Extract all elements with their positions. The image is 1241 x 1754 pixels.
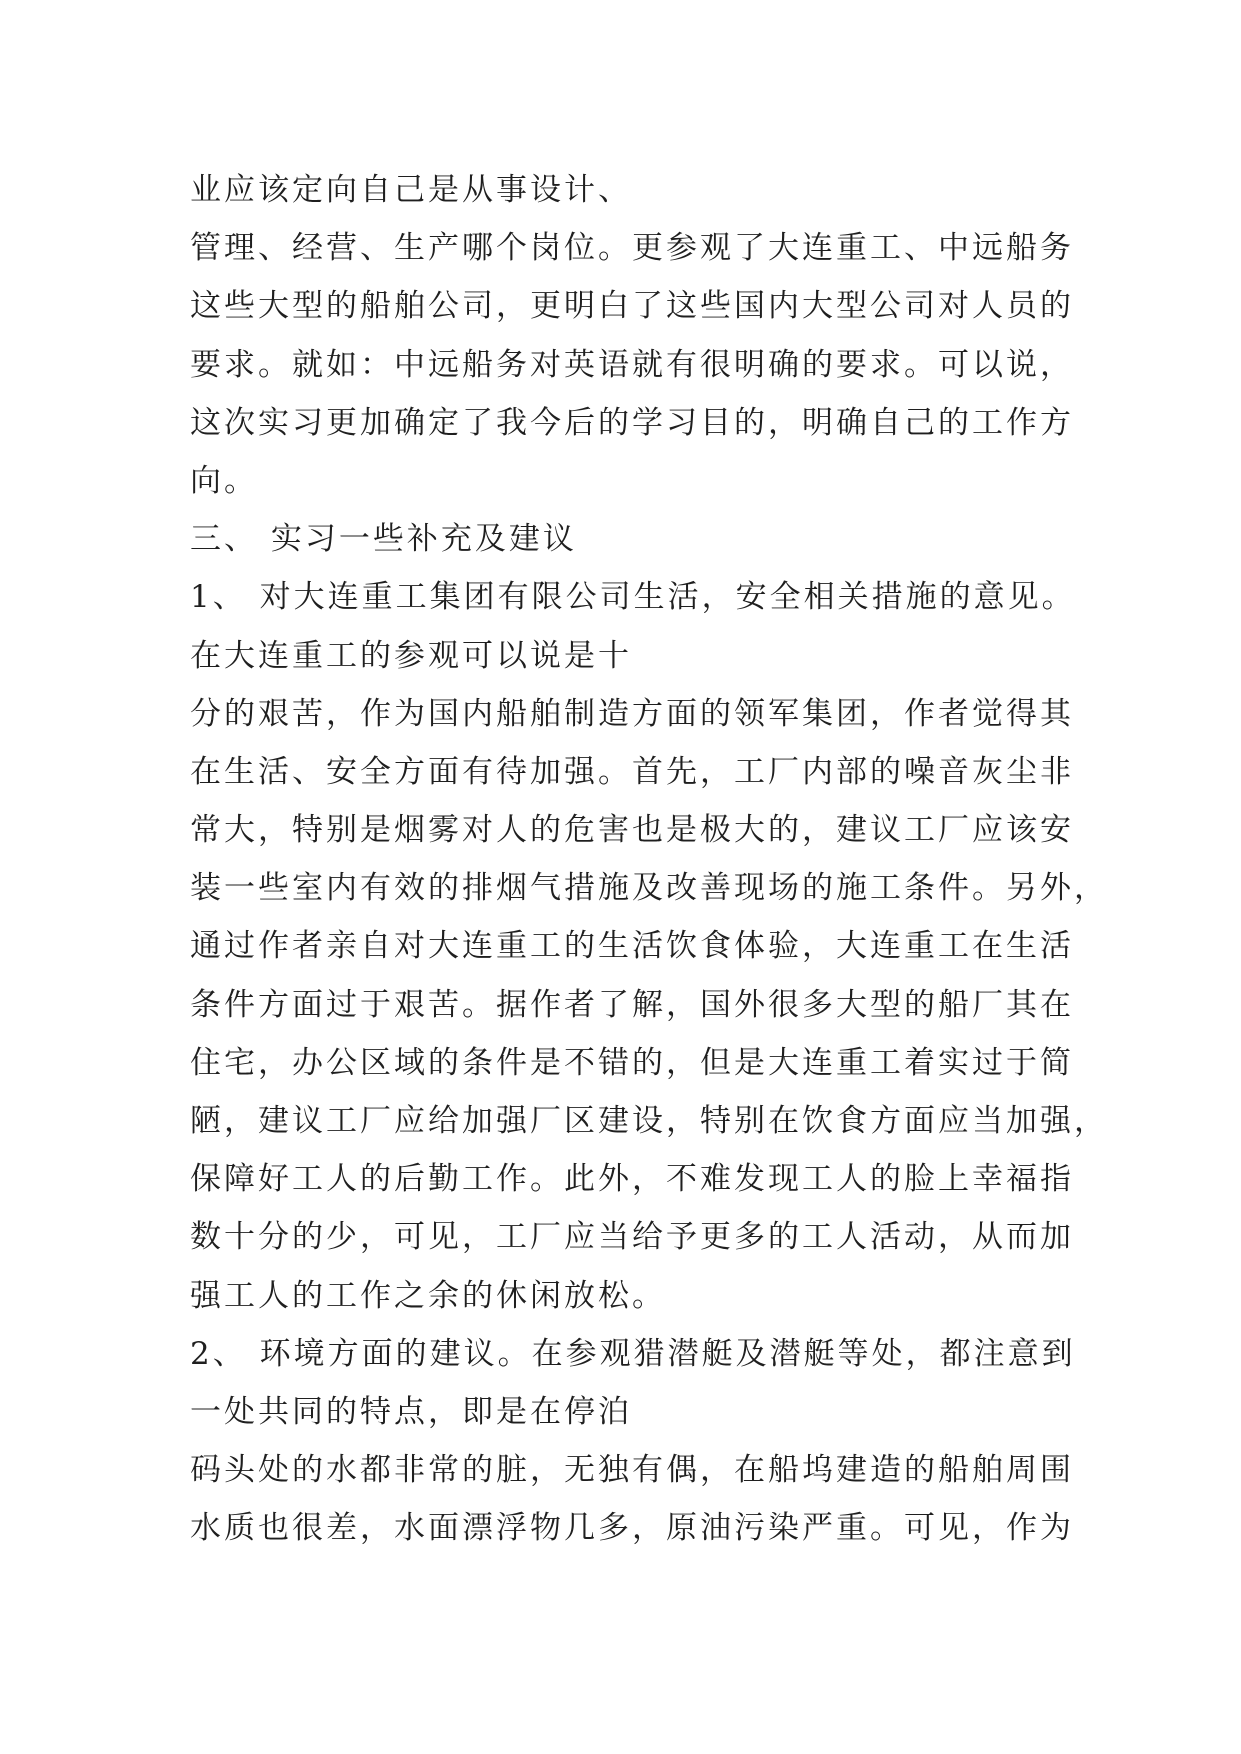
text-line: 通过作者亲自对大连重工的生活饮食体验，大连重工在生活 bbox=[190, 928, 1074, 965]
text-line: 管理、经营、生产哪个岗位。更参观了大连重工、中远船务 bbox=[190, 230, 1074, 267]
text-line: 这些大型的船舶公司，更明白了这些国内大型公司对人员的 bbox=[190, 288, 1074, 325]
text-line: 在大连重工的参观可以说是十 bbox=[190, 637, 632, 674]
text-line: 这次实习更加确定了我今后的学习目的，明确自己的工作方 bbox=[190, 404, 1074, 441]
text-line: 码头处的水都非常的脏，无独有偶，在船坞建造的船舶周围 bbox=[190, 1452, 1074, 1489]
text-line: 强工人的工作之余的休闲放松。 bbox=[190, 1277, 666, 1314]
text-line: 在生活、安全方面有待加强。首先，工厂内部的噪音灰尘非 bbox=[190, 753, 1074, 790]
text-line: 住宅，办公区域的条件是不错的，但是大连重工着实过于简 bbox=[190, 1044, 1074, 1081]
text-line: 分的艰苦，作为国内船舶制造方面的领军集团，作者觉得其 bbox=[190, 695, 1074, 732]
text-line: 水质也很差，水面漂浮物几多，原油污染严重。可见，作为 bbox=[190, 1510, 1074, 1547]
text-line: 陋，建议工厂应给加强厂区建设，特别在饮食方面应当加强， bbox=[190, 1103, 1108, 1139]
section-heading: 三、 实习一些补充及建议 bbox=[190, 521, 577, 558]
text-line: 一处共同的特点，即是在停泊 bbox=[190, 1393, 632, 1430]
numbered-item: 1、 对大连重工集团有限公司生活，安全相关措施的意见。 bbox=[190, 579, 1076, 616]
text-line: 数十分的少，可见，工厂应当给予更多的工人活动，从而加 bbox=[190, 1219, 1074, 1256]
body-text bbox=[190, 161, 1108, 1558]
text-line: 业应该定向自己是从事设计、 bbox=[190, 172, 632, 208]
text-line: 常大，特别是烟雾对人的危害也是极大的，建议工厂应该安 bbox=[190, 812, 1074, 849]
numbered-item: 2、 环境方面的建议。在参观猎潜艇及潜艇等处，都注意到 bbox=[190, 1335, 1076, 1372]
text-line: 要求。就如：中远船务对英语就有很明确的要求。可以说， bbox=[190, 346, 1074, 383]
text-line: 条件方面过于艰苦。据作者了解，国外很多大型的船厂其在 bbox=[190, 986, 1074, 1023]
text-line: 保障好工人的后勤工作。此外，不难发现工人的脸上幸福指 bbox=[190, 1161, 1074, 1198]
text-line: 装一些室内有效的排烟气措施及改善现场的施工条件。另外， bbox=[190, 870, 1108, 907]
text-line: 向。 bbox=[190, 462, 258, 499]
